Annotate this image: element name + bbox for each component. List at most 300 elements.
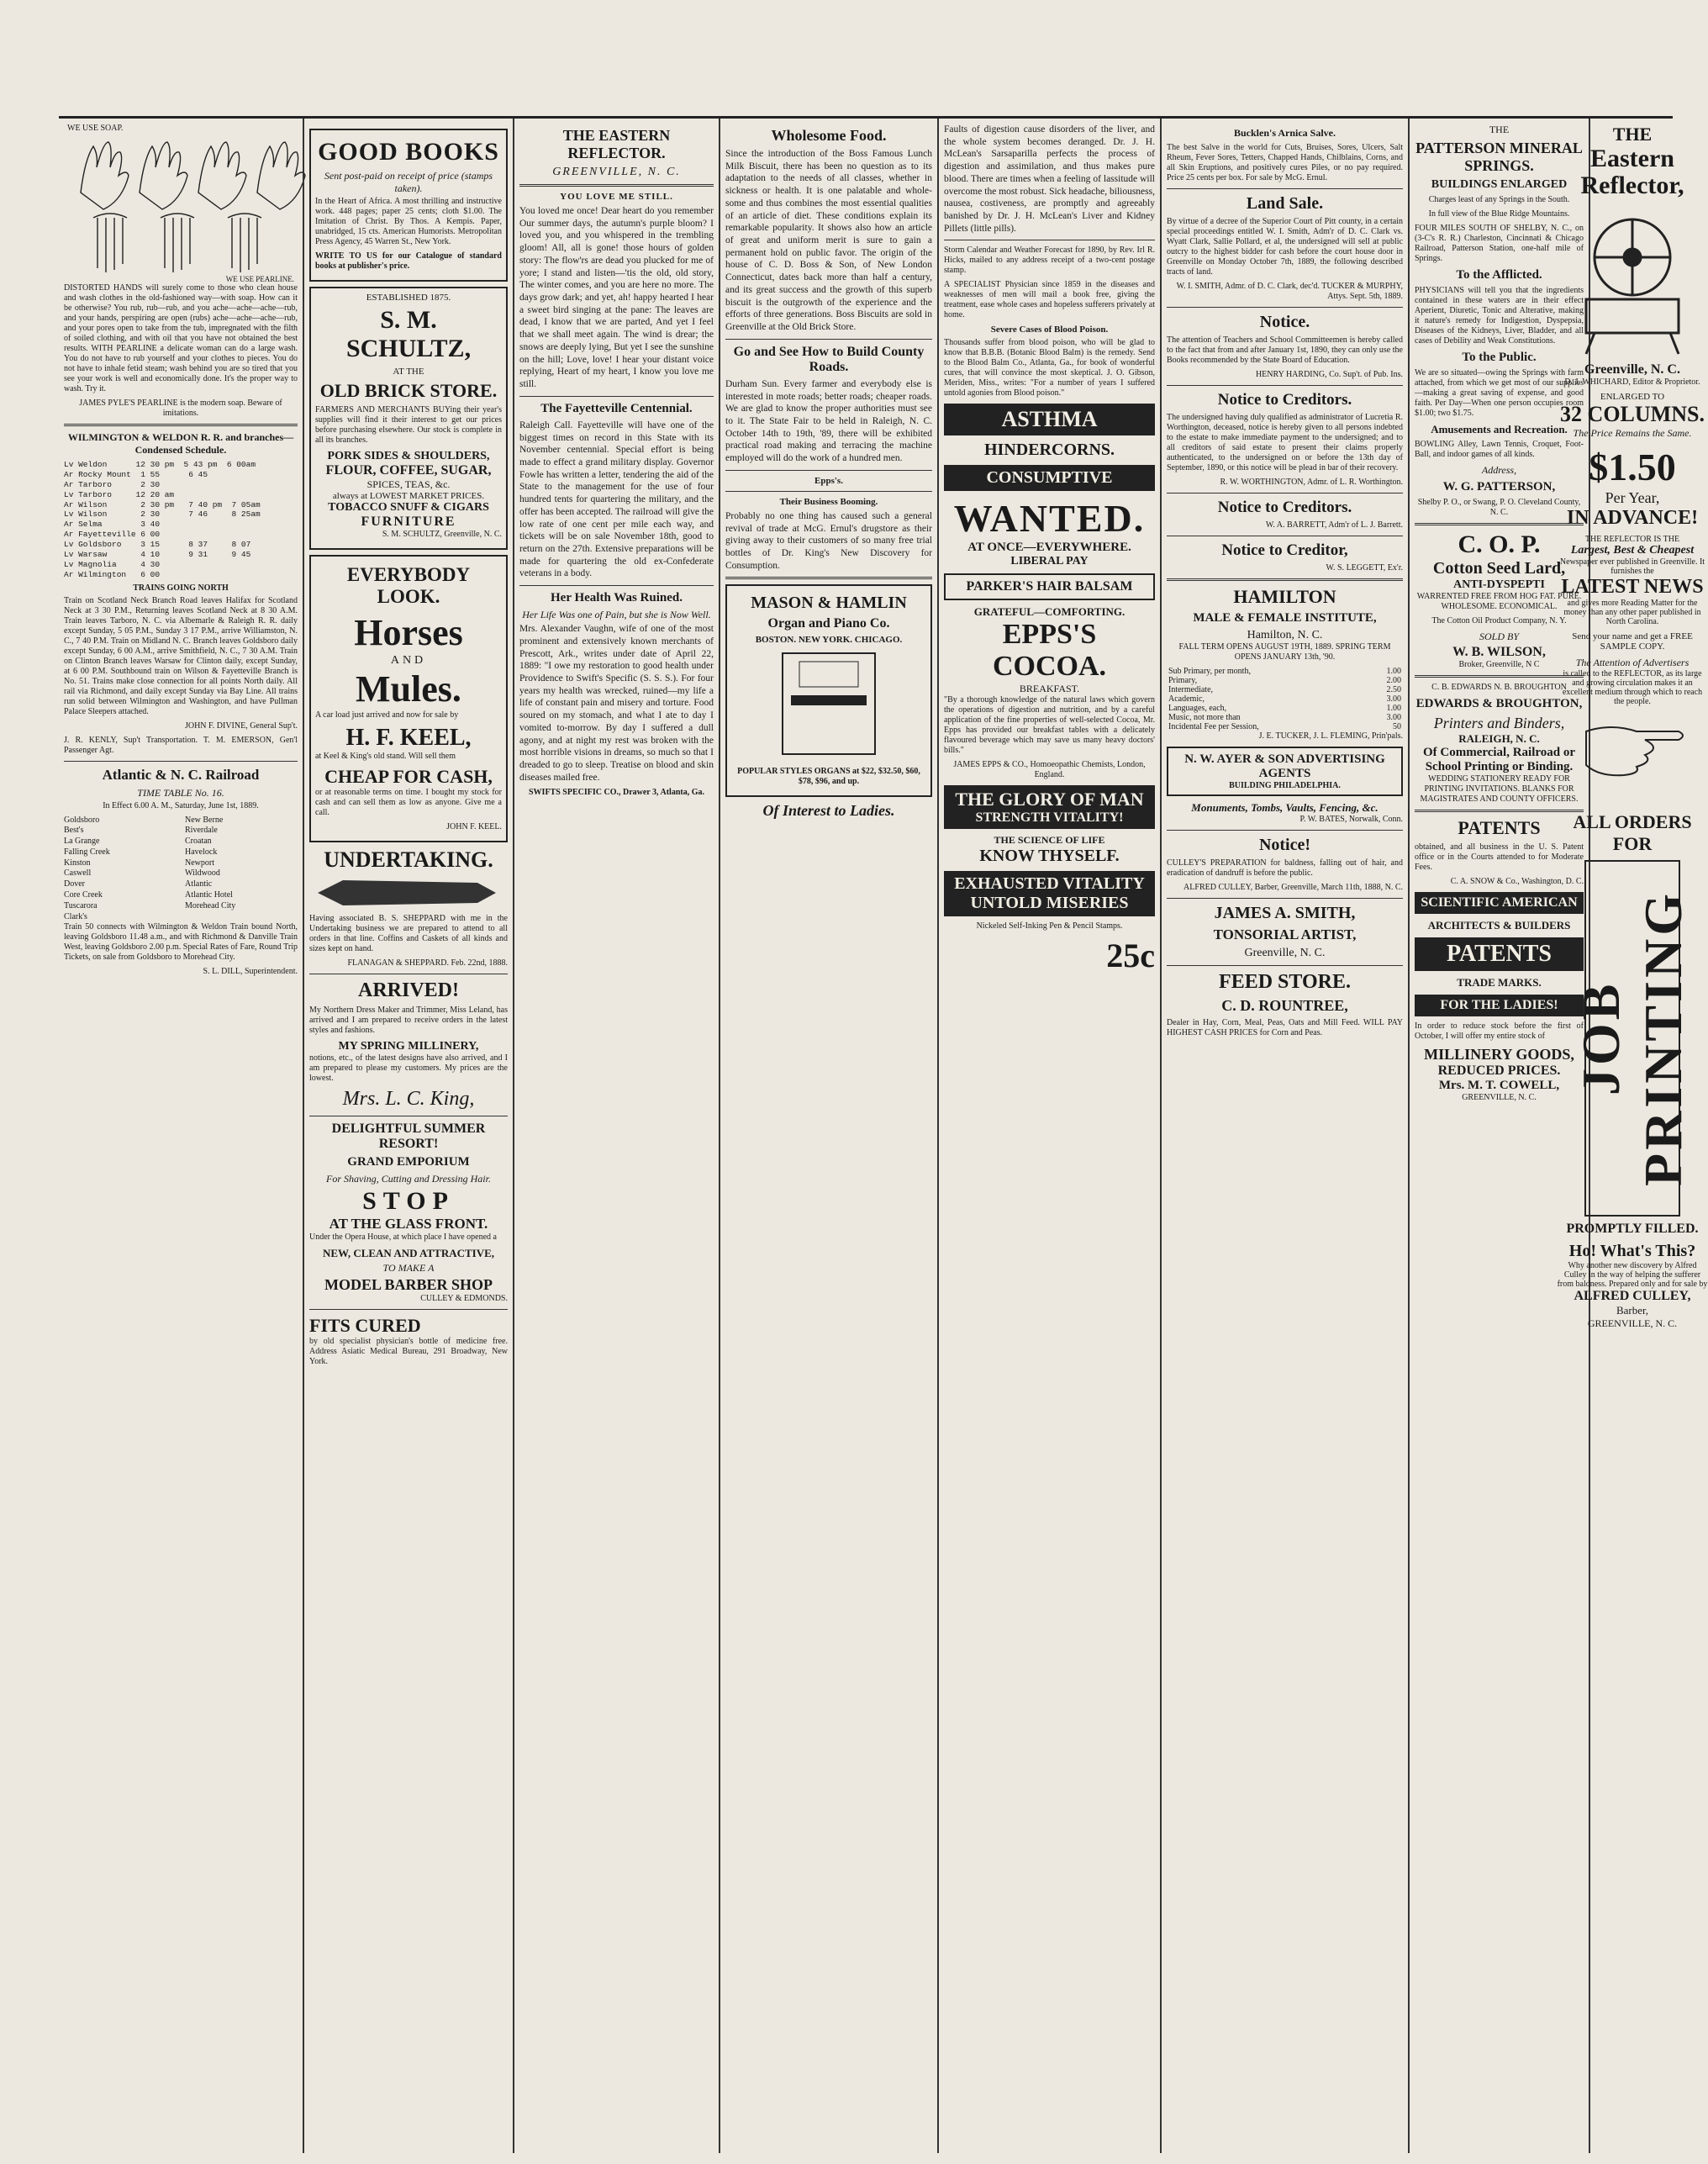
glassfront-heading: AT THE GLASS FRONT.	[329, 1216, 488, 1232]
divider	[725, 491, 932, 492]
mason-cities: BOSTON. NEW YORK. CHICAGO.	[755, 635, 903, 646]
fits-text: by old specialist physician's bottle of medicine free. Address Asiatic Medical Bureau, 291 Broadway, New York.	[309, 1337, 508, 1366]
public-heading: To the Public.	[1462, 351, 1537, 364]
make-text: TO MAKE A	[382, 1262, 435, 1274]
newspaper-page	[59, 116, 1708, 2153]
hamilton-sub: MALE & FEMALE INSTITUTE,	[1193, 611, 1377, 625]
cop-text: WARRENTED FREE FROM HOG FAT. PURE. WHOLESOME. ECONOMICAL.	[1416, 592, 1582, 611]
grateful-text: GRATEFUL—COMFORTING.	[973, 605, 1125, 619]
science-text: THE SCIENCE OF LIFE	[994, 834, 1105, 847]
tuition-row	[1167, 694, 1403, 704]
pearline-illustration	[64, 124, 298, 283]
station-item: Morehead City	[185, 900, 236, 910]
patterson-sub: BUILDINGS ENLARGED	[1431, 178, 1568, 191]
ladies-heading: Of Interest to Ladies.	[762, 802, 895, 820]
creditors1-text: The undersigned having duly qualified as administrator of Lucretia R. Worthington, deceased, notice is hereby given to all persons indebted to the estate to make immediate payment to the undersigned; and to all creditors of said estate to present their claims properly authenticated, to the undersigned on or before the 13th day of September, 1890, or this notice will be plead in bar of their recovery.	[1167, 413, 1403, 472]
cotton-oil-company: The Cotton Oil Product Company, N. Y.	[1431, 616, 1567, 625]
glory-ad	[944, 785, 1155, 829]
wanted-sub: AT ONCE—EVERYWHERE.	[967, 541, 1131, 555]
specialist-text: A SPECIALIST Physician since 1859 in the diseases and weaknesses of men will mail a book free, giving the treatment, ease whole cases and hopeless sufferers privately at home.	[944, 280, 1155, 320]
fits-heading: FITS CURED	[309, 1315, 421, 1336]
enlarged-text: ENLARGED TO	[1600, 392, 1665, 402]
arrived-heading: ARRIVED!	[358, 979, 459, 1001]
ayer-heading: N. W. AYER & SON ADVERTISING AGENTS	[1184, 752, 1385, 780]
and-text: AND	[390, 654, 427, 667]
station-item: Atlantic	[185, 879, 213, 889]
tuition-price: 1.00	[1386, 704, 1401, 713]
raleigh-place: RALEIGH, N. C.	[1458, 732, 1540, 745]
divider	[64, 424, 298, 426]
antidyspeptic-heading: ANTI-DYSPEPTI	[1453, 578, 1545, 591]
tuition-item: Music, not more than	[1168, 713, 1241, 722]
reflector-title: Eastern Reflector,	[1580, 145, 1684, 199]
king-name: Mrs. L. C. King,	[342, 1088, 475, 1110]
timetable-row: Lv Tarboro 12 20 am	[64, 489, 175, 499]
divider	[519, 396, 714, 397]
tuition-item: Sub Primary, per month,	[1168, 667, 1251, 676]
station-item: Tuscarora	[64, 900, 98, 910]
promptly-heading: PROMPTLY FILLED.	[1566, 1222, 1699, 1236]
creditors1-heading: Notice to Creditors.	[1217, 391, 1352, 409]
latest-text: and gives more Reading Matter for the money than any other paper published in North Carolina.	[1563, 599, 1701, 626]
timetable-row: Ar Wilson 2 30 pm 7 40 pm 7 05am	[64, 499, 261, 509]
sciam-heading: SCIENTIFIC AMERICAN	[1415, 892, 1584, 914]
rountree-text: Dealer in Hay, Corn, Meal, Peas, Oats and Mill Feed. WILL PAY HIGHEST CASH PRICES for Corn and Peas.	[1167, 1018, 1403, 1037]
divider	[64, 761, 298, 762]
untold-heading: UNTOLD MISERIES	[970, 894, 1129, 913]
advertisers-text: is called to the REFLECTOR, as its large and growing circulation makes it an excellent medium through which to reach the people.	[1562, 669, 1703, 706]
undertaking-text: Having associated B. S. SHEPPARD with me in the Undertaking business we are prepared to attend to all orders in that line. Coffins and Caskets of all kinds and sizes kept on hand.	[309, 914, 508, 953]
roads-heading: Go and See How to Build County Roads.	[733, 344, 925, 374]
arrived-text: My Northern Dress Maker and Trimmer, Miss Leland, has arrived and I am prepared to receive orders in the latest styles and fashions.	[309, 1005, 508, 1035]
hindercorns-ad: HINDERCORNS.	[983, 441, 1115, 460]
schultz-furniture: FURNITURE	[361, 515, 456, 529]
writeus-text: WRITE TO US for our Catalogue of standard books at publisher's price.	[315, 251, 502, 271]
tuition-price: 50	[1393, 722, 1401, 731]
tuition-row	[1167, 685, 1403, 694]
arnica-text: The best Salve in the world for Cuts, Bruises, Sores, Ulcers, Salt Rheum, Fever Sores, Tetters, Chapped Hands, Chilblains, Corns, and all Skin Eruptions, and positively cures Piles, or no pay required. Price 25 cents per box. For sale by McG. Ernul.	[1167, 143, 1403, 182]
everybody-heading: EVERYBODY LOOK.	[346, 564, 471, 607]
station-item: Caswell	[64, 868, 92, 879]
knowthyself-heading: KNOW THYSELF.	[979, 847, 1120, 866]
sample-text: Send your name and get a FREE SAMPLE COPY.	[1572, 631, 1693, 652]
largest-heading: Largest, Best & Cheapest	[1570, 544, 1695, 557]
newspaper-text: Newspaper ever published in Greenville. It furnishes the	[1559, 557, 1705, 576]
advance-heading: IN ADVANCE!	[1566, 507, 1699, 529]
divider	[519, 184, 714, 187]
reflector-the: THE	[1612, 124, 1653, 145]
ruined-text: Mrs. Alexander Vaughn, wife of one of the most prominent and extensively known merchants of Prescott, Ark., writes under date of April 22, 1889: "I owe my restoration to good health under Providence to Swift's Specific (S. S. S.). For four years my health was wrecked, ruined—my life a life of constant pain and misery and torture. Food soured on my stomach, and what I ate to day I vomited to-morrow. By day I suffered a dull agony, and at night my rest was broken with the most horrible visions in dreams, so much so that I dreaded to go to sleep. Treatise on blood and skin diseases mailed free.	[519, 624, 714, 783]
divider	[1167, 830, 1403, 831]
mason-sub: Organ and Piano Co.	[767, 616, 890, 631]
smith-place: Greenville, N. C.	[1244, 947, 1326, 959]
schultz-ad	[309, 287, 508, 550]
rail1-heading: WILMINGTON & WELDON R. R. and branches—Condensed Schedule.	[67, 431, 294, 456]
divider	[309, 1309, 508, 1310]
schultz-name: S. M. SCHULTZ,	[345, 306, 472, 362]
landsale-heading: Land Sale.	[1246, 194, 1324, 213]
architects-heading: ARCHITECTS & BUILDERS	[1427, 919, 1571, 932]
exhausted-ad	[944, 871, 1155, 916]
schultz-signature: S. M. SCHULTZ, Greenville, N. C.	[382, 530, 502, 539]
amusements-text: BOWLING Alley, Lawn Tennis, Croquet, Foot-Ball, and indoor games of all kinds.	[1415, 440, 1584, 459]
patterson-text: FOUR MILES SOUTH OF SHELBY, N. C., on (3-C's R. R.) Charleston, Cincinnati & Chicago Railroad, Patterson Station, one-half mile of Springs.	[1415, 224, 1584, 263]
ladies2-text: In order to reduce stock before the first of October, I will offer my entire stock of	[1415, 1021, 1584, 1041]
ayer-ad	[1167, 747, 1403, 796]
roads-text: Durham Sun. Every farmer and everybody else is interested in mote roads; better roads; cheaper roads. We are glad to know the proper authorities must see to it. The State Fair to be held in Raleigh, N. C. October 14th to 19th, '89, there will be exhibited practical road making and terracing the machine employed will do the work of a hundred men.	[725, 378, 932, 464]
culley-barber: Barber,	[1616, 1304, 1649, 1317]
schultz-spices: SPICES, TEAS, &c.	[366, 478, 451, 490]
tonsorial-heading: TONSORIAL ARTIST,	[1213, 926, 1357, 942]
goodbooks-text: In the Heart of Africa. A most thrilling and instructive work. 448 pages; paper 25 cents; cloth $1.00. The Imitation of Christ. By Thos. A Kempis. Paper, unabridged, 15 cts. American Humorists. Metropolitan Press Agency, 45 Warren St., New York.	[315, 197, 502, 246]
keel-cheap: CHEAP FOR CASH,	[324, 766, 493, 787]
station-item: Goldsboro	[64, 815, 100, 825]
divider	[725, 577, 932, 579]
reflector-ad	[1557, 124, 1708, 1330]
pointing-hand-icon	[1569, 706, 1695, 807]
wilson-name: W. B. WILSON,	[1452, 645, 1546, 659]
pearline-heading: WE USE SOAP.	[67, 124, 124, 133]
rail1-signature: JOHN F. DIVINE, General Sup't.	[184, 720, 298, 731]
undertaking-signature: FLANAGAN & SHEPPARD. Feb. 22nd, 1888.	[347, 958, 508, 968]
allorders-heading: ALL ORDERS FOR	[1573, 811, 1692, 854]
horses-heading: Horses	[354, 612, 463, 653]
divider	[1167, 898, 1403, 899]
tuition-table	[1167, 667, 1403, 731]
rail1-north-heading: TRAINS GOING NORTH	[133, 583, 229, 593]
reflector-editor: D. J. WHICHARD, Editor & Proprietor.	[1564, 377, 1700, 387]
cottonseed-heading: Cotton Seed Lard,	[1432, 559, 1566, 578]
schultz-at: AT THE	[393, 367, 424, 377]
cowell-name: Mrs. M. T. COWELL,	[1438, 1079, 1560, 1092]
keel-where: at Keel & King's old stand. Will sell them	[315, 752, 456, 761]
poem-title: YOU LOVE ME STILL.	[560, 192, 673, 202]
asthma-ad: ASTHMA	[944, 404, 1155, 435]
patterson-view: In full view of the Blue Ridge Mountains.	[1428, 209, 1570, 219]
notice2-text: CULLEY'S PREPARATION for baldness, falling out of hair, and eradication of dandruff is before the public.	[1167, 858, 1403, 878]
hamilton-term: FALL TERM OPENS AUGUST 19TH, 1889. SPRING TERM OPENS JANUARY 13th, '90.	[1178, 642, 1391, 662]
station-item: Clark's	[64, 911, 87, 921]
reflector-is: THE REFLECTOR IS THE	[1584, 535, 1680, 544]
column-4	[719, 119, 937, 2153]
tuition-price: 3.00	[1386, 694, 1401, 704]
peryear-text: Per Year,	[1605, 489, 1660, 506]
snow-signature: C. A. SNOW & Co., Washington, D. C.	[1450, 877, 1584, 886]
pearline-text: DISTORTED HANDS will surely come to those who clean house and wash clothes in the old-fashioned way—with soap. How can it be otherwise? You rub, rub—rub, and you ache—ache—ache—rub, and your hands, perspiring are open (rubs) ache—ache—ache—rub, and your pores open to take from the tub, impregnated with the filth of soiled clothing, and with oil that you have not obtained the best results. WITH PEARLINE a delicate woman can do a large wash. You do not have to rub yourself and your clothes to pieces. You do not have to inhale fetid steam; wash behind you are so tired that you see your work is well and economically done. It's the proper way to wash. Try it.	[64, 283, 298, 393]
rail1-timetable	[64, 460, 298, 580]
station-item: Croatan	[185, 837, 212, 847]
tuition-price: 1.00	[1386, 667, 1401, 676]
goodbooks-ad	[309, 129, 508, 282]
divider	[725, 339, 932, 340]
emporium-sub: For Shaving, Cutting and Dressing Hair.	[326, 1173, 491, 1185]
paper-title: THE EASTERN REFLECTOR.	[562, 127, 671, 161]
new-clean-heading: NEW, CLEAN AND ATTRACTIVE,	[322, 1247, 495, 1259]
timetable-row: Lv Magnolia 4 30	[64, 559, 161, 569]
food-text: Since the introduction of the Boss Famous Lunch Milk Biscuit, there has been no question as to its adaptation to the needs of all classes, whether in sickness or health. It is one palatable and whole-some and thus combines the most essential qualities of an article of diet. These conditions explain its remarkable popularity. It shows also how an article of great and uniform merit is sure to gain a permanent hold on public favor. The origin of the house of C. D. Boss & Son, of New London Connecticut, dates back more than half a century, and its great success and the growth of this superb biscuit is the outgrowth of the experience and the efforts of three generations. Boss Biscuits are sold in Greenville at the Old Brick Store.	[725, 149, 932, 333]
emporium-heading: GRAND EMPORIUM	[347, 1155, 470, 1169]
faults-text: Faults of digestion cause disorders of the liver, and the whole system becomes deranged. Dr. J. H. McLean's Sarsaparilla perfects the process of digestion and assimilation, and thus makes pure blood. There are times when a feeling of lassitude will overcome the most robust. Sick headache, biliousness, nausea, costiveness, are promptly and agreeably banished by Dr. J. H. McLean's Liver and Kidney Pillets (little pills).	[944, 124, 1155, 234]
divider	[1167, 307, 1403, 308]
station-item: Dover	[64, 879, 85, 889]
public-text: We are so situated—owing the Springs with farm attached, from which we get most of our supplies—making a great saving of expense, and good faith. Per Day—When one person occupies room $1.00; two $1.75.	[1415, 368, 1584, 418]
timetable-row: Lv Goldsboro 3 15 8 37 8 07	[64, 540, 251, 549]
centennial-heading: The Fayetteville Centennial.	[540, 401, 693, 415]
tuition-row	[1167, 667, 1403, 676]
rail2-stations-list	[64, 815, 298, 923]
millinery-heading: MY SPRING MILLINERY,	[338, 1040, 479, 1053]
timetable-row: Ar Selma 3 40	[64, 520, 161, 530]
column-2	[303, 119, 513, 2153]
blood-heading: Severe Cases of Blood Poison.	[990, 325, 1109, 335]
soldby-label: SOLD BY	[1479, 631, 1519, 642]
patents2-heading: PATENTS	[1415, 937, 1584, 971]
keel-name: H. F. KEEL,	[345, 725, 472, 751]
reflector-place: Greenville, N. C.	[1584, 362, 1680, 377]
tuition-item: Academic,	[1168, 694, 1205, 704]
pearline-tag: WE USE PEARLINE.	[225, 275, 294, 283]
schultz-established: ESTABLISHED 1875.	[366, 293, 451, 303]
mules-heading: Mules.	[356, 668, 461, 710]
hands-drawing-icon	[64, 134, 298, 285]
amusements-heading: Amusements and Recreation.	[1431, 423, 1568, 435]
column-5	[937, 119, 1160, 2153]
divider	[1167, 578, 1403, 581]
price-heading: $1.50	[1589, 446, 1676, 488]
rail1-signature-2: J. R. KENLY, Sup't Transportation. T. M. EMERSON, Gen'l Passenger Agt.	[64, 735, 298, 755]
station-item: La Grange	[64, 837, 100, 847]
stop-heading: STOP	[362, 1187, 455, 1215]
epps-cocoa-heading: EPPS'S COCOA.	[992, 619, 1107, 683]
patterson-the: THE	[1489, 124, 1510, 135]
consumptive-ad: CONSUMPTIVE	[944, 465, 1155, 491]
tuition-price: 2.50	[1386, 685, 1401, 694]
business-text: Probably no one thing has caused such a general revival of trade at McG. Ernul's drugstore as their giving away to their customers of so many free trial bottles of Dr. King's New Discovery for Consumption.	[725, 510, 932, 571]
tuition-price: 3.00	[1386, 713, 1401, 722]
mason-prices: POPULAR STYLES ORGANS at $22, $32.50, $60, $78, $96, and up.	[737, 767, 920, 787]
tuition-row	[1167, 676, 1403, 685]
ruined-heading: Her Health Was Ruined.	[551, 591, 683, 605]
tuition-price: 2.00	[1386, 676, 1401, 685]
commercial-text: Of Commercial, Railroad or School Printing or Binding.	[1422, 746, 1576, 773]
rail2-heading: Atlantic & N. C. Railroad	[102, 766, 260, 783]
resort-heading: DELIGHTFUL SUMMER RESORT!	[331, 1122, 486, 1151]
landsale-signature: W. I. SMITH, Admr. of D. C. Clark, dec'd. TUCKER & MURPHY, Attys. Sept. 5th, 1889.	[1176, 282, 1403, 301]
timetable-row: Lv Weldon 12 30 pm 5 43 pm 6 00am	[64, 460, 256, 469]
patterson-charges: Charges least of any Springs in the South.	[1428, 195, 1570, 204]
tuition-item: Incidental Fee per Session,	[1168, 722, 1259, 731]
column-1	[59, 119, 303, 2153]
paper-place: GREENVILLE, N. C.	[552, 166, 681, 178]
rail2-signature: S. L. DILL, Superintendent.	[203, 967, 298, 977]
coffin-icon	[309, 876, 503, 910]
column-6	[1160, 119, 1408, 2153]
creditor3-signature: W. S. LEGGETT, Ex'r.	[1326, 563, 1403, 573]
timetable-row: Ar Rocky Mount 1 55 6 45	[64, 469, 208, 479]
divider	[1167, 188, 1403, 189]
keel-signature: JOHN F. KEEL.	[446, 822, 502, 831]
food-heading: Wholesome Food.	[771, 127, 887, 144]
wgp-place: Shelby P. O., or Swang, P. O. Cleveland County, N. C.	[1417, 498, 1581, 517]
schultz-lowest: always at LOWEST MARKET PRICES.	[332, 491, 485, 501]
timetable-row: Ar Fayetteville 6 00	[64, 530, 161, 540]
schultz-store: OLD BRICK STORE.	[319, 380, 498, 401]
landsale-text: By virtue of a decree of the Superior Court of Pitt county, in a certain special proceedings entitled W. I. Smith, Adm'r of D. C. Clark vs. Wyatt Clark, Sallie Pollard, et al, the undersigned will sell at public outcry to the highest bidder for cash before the court house door in Greenville on Monday October 7th, 1889, the following described tracts of land.	[1167, 217, 1403, 277]
balsam-ad: PARKER'S HAIR BALSAM	[944, 573, 1155, 600]
latest-heading: LATEST NEWS	[1561, 576, 1704, 598]
edwards-names: C. B. EDWARDS N. B. BROUGHTON	[1431, 683, 1567, 692]
culley-name: ALFRED CULLEY,	[1574, 1289, 1691, 1303]
rail2-text: Train 50 connects with Wilmington & Weldon Train bound North, leaving Goldsboro 11.48 a.m., and with Richmond & Danville Train West, leaving Goldsboro 2.00 p.m. Special Rates of Fare, Round Trip Tickets, on sale from Goldsboro to Morehead City.	[64, 922, 298, 963]
culley-signature: ALFRED CULLEY, Barber, Greenville, March 11th, 1888, N. C.	[1183, 883, 1403, 892]
goodbooks-sub: Sent post-paid on receipt of price (stamps taken).	[324, 170, 493, 194]
mason-heading: MASON & HAMLIN	[751, 594, 907, 613]
printers-heading: Printers and Binders,	[1433, 715, 1565, 731]
divider	[519, 585, 714, 586]
column-3	[513, 119, 719, 2153]
epps-text: "By a thorough knowledge of the natural laws which govern the operations of digestion and nutrition, and by a careful application of the fine properties of well-selected Cocoa, Mr. Epps has provided our breakfast tables with a delicately flavoured beverage which may save us many heavy doctors' bills."	[944, 695, 1155, 756]
wgpatterson-name: W. G. PATTERSON,	[1442, 480, 1556, 493]
undertaking-heading: UNDERTAKING.	[324, 847, 493, 872]
divider	[1167, 965, 1403, 966]
breakfast-text: BREAKFAST.	[1019, 683, 1080, 695]
barber-heading: MODEL BARBER SHOP	[324, 1276, 493, 1293]
address-label: Address,	[1481, 464, 1517, 476]
schultz-pork: PORK SIDES & SHOULDERS,	[327, 450, 490, 462]
hamilton-place: Hamilton, N. C.	[1247, 629, 1323, 641]
tuition-row	[1167, 704, 1403, 713]
keel-more: or at reasonable terms on time. I bought my stock for cash and can sell them as low as anyone. Give me a call.	[315, 788, 502, 817]
mason-ad	[725, 584, 932, 797]
station-item: Havelock	[185, 847, 218, 857]
poem-text: You loved me once! Dear heart do you remember Our summer days, the autumn's purple bloom? I loved you, and you whispered in the trembling gloom! All, all is gone! those hours of golden story: The flow'rs are dead you plucked for me of yore; I stand and listen—'tis the old, old story, The winter comes, and you are here no more. The days grow dark; and yet, ah! happy hearted I hear a sweet bird singing at the pane: The leaves are dead, I know that we are parted, And yet I feel that we shall meet again. The wind is drear; the snows are deeply lying, But yet I see the sunshine on the hill; Love, love! I hear your distant voice replying, Heart of my heart, I know you love me still.	[519, 206, 714, 390]
patterson-heading: PATTERSON MINERAL SPRINGS.	[1415, 140, 1583, 174]
rountree-heading: C. D. ROUNTREE,	[1221, 997, 1348, 1014]
millinery-text: notions, etc., of the latest designs have also arrived, and I am prepared to please my customers. My prices are the lowest.	[309, 1053, 508, 1083]
station-item: Best's	[64, 826, 84, 836]
ladies2-heading: FOR THE LADIES!	[1415, 995, 1584, 1016]
creditor3-heading: Notice to Creditor,	[1221, 541, 1348, 559]
tuition-item: Intermediate,	[1168, 685, 1214, 694]
storm-text: Storm Calendar and Weather Forecast for 1890, by Rev. Irl R. Hicks, mailed to any address receipt of a two-cent postage stamp.	[944, 245, 1155, 276]
liberal-pay: LIBERAL PAY	[1010, 555, 1089, 568]
glass-text: Under the Opera House, at which place I have opened a	[309, 1232, 497, 1242]
station-item: Wildwood	[185, 868, 220, 879]
notice-heading: Notice.	[1259, 313, 1310, 331]
smith-heading: JAMES A. SMITH,	[1214, 904, 1356, 922]
wedding-text: WEDDING STATIONERY READY FOR PRINTING INVITATIONS. BLANKS FOR MAGISTRATES AND COUNTY OFFICERS.	[1420, 774, 1579, 804]
monuments-heading: Monuments, Tombs, Vaults, Fencing, &c.	[1191, 801, 1379, 814]
feedstore-heading: FEED STORE.	[1219, 971, 1351, 993]
station-item: Riverdale	[185, 826, 218, 836]
swift-address: SWIFTS SPECIFIC CO., Drawer 3, Atlanta, Ga.	[529, 788, 704, 798]
cowell-place: GREENVILLE, N. C.	[1462, 1093, 1537, 1102]
pearline-brand: JAMES PYLE'S PEARLINE is the modern soap. Beware of imitations.	[79, 398, 282, 418]
creditors1-signature: R. W. WORTHINGTON, Admr. of L. R. Worthington.	[1220, 478, 1403, 487]
divider	[1167, 385, 1403, 386]
column-8	[1557, 119, 1708, 2153]
station-item: Kinston	[64, 858, 91, 868]
divider	[725, 470, 932, 471]
price-25c: 25c	[1106, 937, 1155, 975]
trademarks-heading: TRADE MARKS.	[1457, 976, 1542, 989]
pen-stamps-text: Nickeled Self-Inking Pen & Pencil Stamps.	[976, 921, 1123, 932]
ayer-place: BUILDING PHILADELPHIA.	[1229, 781, 1341, 790]
barber-signature: CULLEY & EDMONDS.	[420, 1294, 508, 1303]
centennial-text: Raleigh Call. Fayetteville will have one of the biggest times on record in this State with its November centennial. Special effort is being made to effect a grand military display. Governor Fowle has written a letter, tendering the aid of the State to the management for the use of four hundred tents for quartering the military, and the offer has been accepted. The railroad will give the low rate of one cent per mile each way, and tickets will be on sale November 18th, good to return on the 27th. Extensive preparations will be made for quartering the old ex-Confederate veterans in a body.	[519, 420, 714, 579]
patents-text: obtained, and all business in the U. S. Patent office or in the Courts attended to for Moderate Fees.	[1415, 842, 1584, 872]
edwards-heading: EDWARDS & BROUGHTON,	[1415, 697, 1583, 710]
cop-heading: C. O. P.	[1458, 530, 1541, 558]
creditors2-heading: Notice to Creditors.	[1217, 499, 1352, 516]
epps-heading: Epps's.	[814, 475, 843, 486]
rail2-subheading: TIME TABLE No. 16.	[137, 786, 224, 799]
tuition-row	[1167, 713, 1403, 722]
business-heading: Their Business Booming.	[779, 496, 878, 507]
creditors2-signature: W. A. BARRETT, Adm'r of L. J. Barrett.	[1265, 520, 1403, 530]
ho-heading: Ho! What's This?	[1568, 1242, 1696, 1260]
timetable-row: Lv Wilson 2 30 7 46 8 25am	[64, 509, 261, 520]
printing-press-icon	[1569, 198, 1695, 358]
rail2-effect: In Effect 6.00 A. M., Saturday, June 1st, 1889.	[103, 800, 259, 810]
notice-signature: HENRY HARDING, Co. Sup't. of Pub. Ins.	[1255, 370, 1403, 379]
jobprinting-box	[1571, 860, 1693, 1217]
millinery2-heading: MILLINERY GOODS,	[1424, 1046, 1574, 1063]
station-item: Atlantic Hotel	[185, 890, 233, 900]
timetable-row: Ar Wilmington 6 00	[64, 569, 161, 579]
same-price: The Price Remains the Same.	[1573, 427, 1692, 439]
tuition-item: Languages, each,	[1168, 704, 1227, 713]
afflicted-heading: To the Afflicted.	[1456, 268, 1542, 282]
tuition-item: Primary,	[1168, 676, 1198, 685]
hamilton-signature: J. E. TUCKER, J. L. FLEMING, Prin'pals.	[1258, 731, 1403, 741]
vitality-heading: STRENGTH VITALITY!	[975, 810, 1124, 826]
wanted-heading: WANTED.	[953, 497, 1146, 541]
station-item: Core Creek	[64, 890, 103, 900]
patents-heading: PATENTS	[1458, 817, 1541, 838]
timetable-row: Ar Tarboro 2 30	[64, 479, 161, 489]
jobprinting-heading: JOB PRINTING	[1571, 889, 1693, 1187]
schultz-text: FARMERS AND MERCHANTS BUYing their year's supplies will find it their interest to get our prices before purchasing elsewhere. Our stock is complete in all its branches.	[315, 405, 502, 445]
afflicted-text: PHYSICIANS will tell you that the ingredients contained in these waters are in their effect Aperient, Diuretic, Tonic and Alterative, making it nature's remedy for Indigestion, Dyspepsia, Diseases of the Kidneys, Liver, Bladder, and all cases of Debility and Weak Constitutions.	[1415, 286, 1584, 346]
station-item: Newport	[185, 858, 214, 868]
blood-text: Thousands suffer from blood poison, who will be glad to know that B.B.B. (Botanic Blood Balm) is the remedy. Send to the Blood Balm Co., Atlanta, Ga., for book of wonderful cures, that will convince the most skeptical. J. O. Gibson, Meriden, Miss., writes: "For a number of years I suffered untold agonies from Blood poison."	[944, 338, 1155, 398]
tuition-row	[1167, 722, 1403, 731]
timetable-row: Lv Warsaw 4 10 9 31 9 45	[64, 549, 251, 559]
arnica-heading: Bucklen's Arnica Salve.	[1233, 127, 1336, 139]
epps-maker: JAMES EPPS & CO., Homoeopathic Chemists, London, England.	[953, 760, 1146, 780]
advertisers-heading: The Attention of Advertisers	[1575, 657, 1690, 668]
wilson-place: Broker, Greenville, N C	[1458, 660, 1540, 669]
ruined-sub: Her Life Was one of Pain, but she is Now Well.	[522, 609, 711, 621]
schultz-tobacco: TOBACCO SNUFF & CIGARS	[328, 501, 489, 514]
organ-icon	[766, 645, 892, 763]
columns-heading: 32 COLUMNS.	[1560, 402, 1705, 426]
bates-signature: P. W. BATES, Norwalk, Conn.	[1299, 815, 1403, 824]
hamilton-heading: HAMILTON	[1233, 586, 1336, 607]
glory-heading: THE GLORY OF MAN	[955, 789, 1144, 810]
reduced-heading: REDUCED PRICES.	[1437, 1064, 1561, 1078]
station-item: Falling Creek	[64, 847, 110, 857]
keel-ad	[309, 555, 508, 842]
station-item: New Berne	[185, 815, 224, 825]
goodbooks-heading: GOOD BOOKS	[318, 138, 499, 166]
schultz-flour: FLOUR, COFFEE, SUGAR,	[325, 463, 492, 478]
exhausted-heading: EXHAUSTED VITALITY	[954, 874, 1145, 894]
rail1-text: Train on Scotland Neck Branch Road leaves Halifax for Scotland Neck at 3 30 P.M., Returning leaves Scotland Neck at 8 30 A.M. Train leaves Tarboro, N. C. via Albemarle & Raleigh R. R. daily except Sunday, 5 05 P.M., Sunday 3 17 P.M., arrive Williamston, N. C., 7 40 P.M. Train on Midland N. C. Branch leaves Goldsboro daily except Sunday, 6 00 A.M., arrive Smithfield, N. C., 7 30 A.M. Train on Clinton Branch leaves Warsaw for Clinton daily, except Sunday, at 6 00 P.M. Southbound train on Wilson & Fayetteville Branch is No. 51. Trains make close connection for all points North daily. All rail via Richmond, and daily except Sunday via Bay Line. All trains run solid between Wilmington and Washington, and have Pullman Palace Sleepers attached.	[64, 595, 298, 716]
ho-text: Why another new discovery by Alfred Culley in the way of helping the sufferer from baldness. Prepared only and for sale by	[1557, 1261, 1708, 1289]
notice2-heading: Notice!	[1258, 836, 1311, 854]
